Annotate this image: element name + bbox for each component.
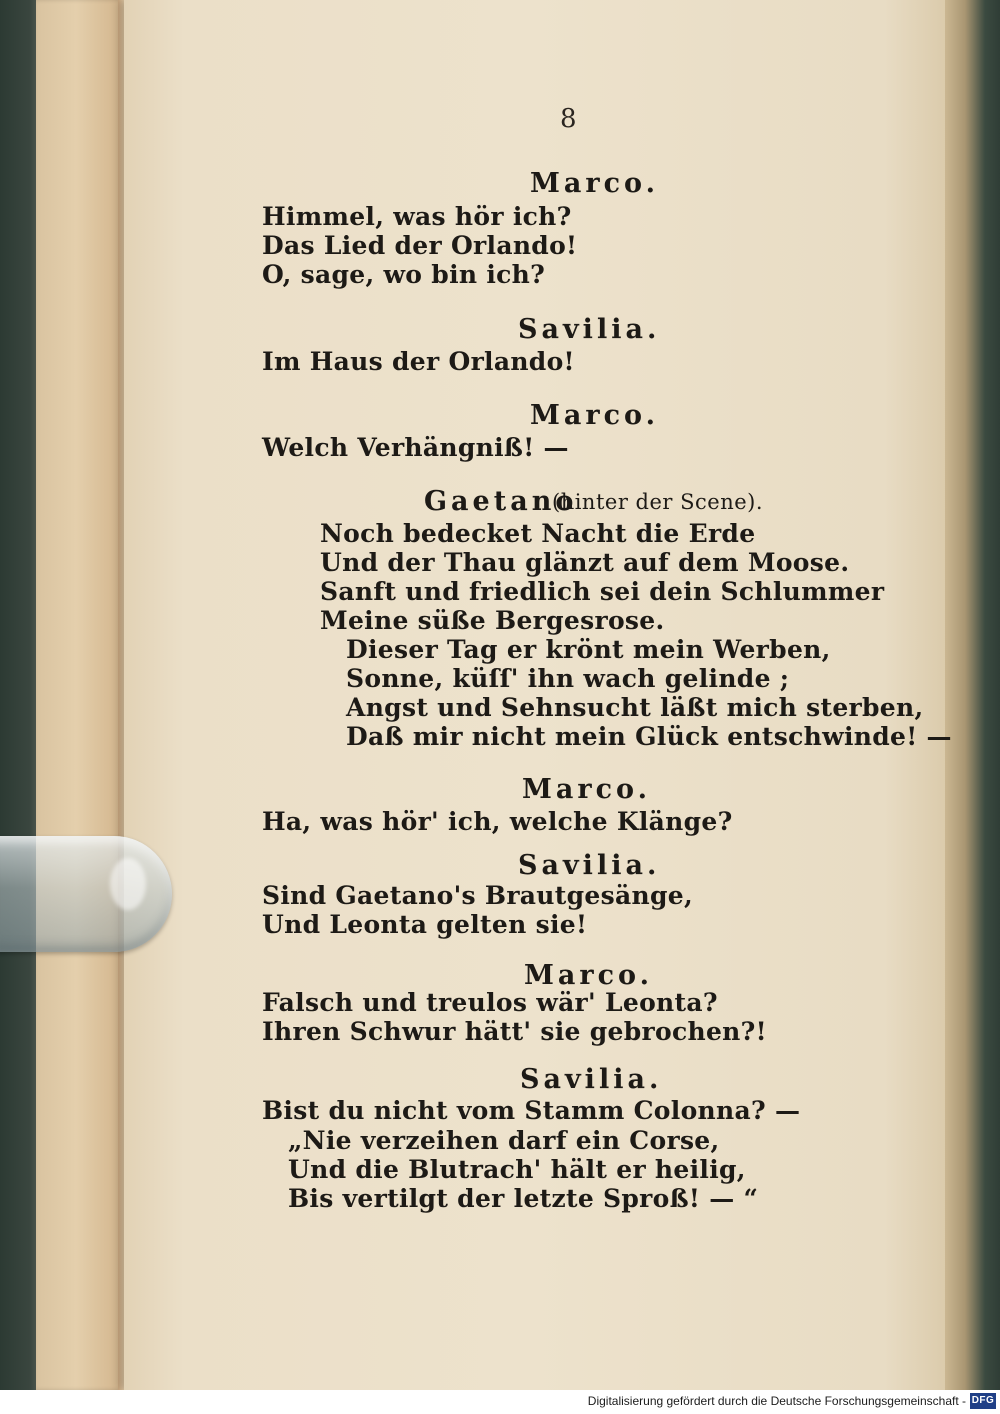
verse-line: O, sage, wo bin ich?	[262, 260, 546, 289]
verse-line: Sonne, küſſ' ihn wach gelinde ;	[346, 664, 790, 693]
stage-direction: (hinter der Scene).	[552, 490, 764, 514]
footer-credit: Digitalisierung gefördert durch die Deutsche Forschungsgemeinschaft -	[587, 1394, 966, 1408]
page-right-edge	[945, 0, 1000, 1390]
verse-line: Bist du nicht vom Stamm Colonna? —	[262, 1096, 801, 1125]
verse-line: Im Haus der Orlando!	[262, 347, 575, 376]
footer-bar	[0, 1390, 1000, 1414]
page-number: 8	[560, 104, 577, 134]
speaker-heading: Gaetano	[424, 486, 578, 517]
speaker-heading: Marco.	[522, 774, 651, 805]
verse-line: Welch Verhängniß! —	[262, 433, 569, 462]
verse-line: Angst und Sehnsucht läßt mich sterben,	[346, 693, 924, 722]
verse-line: Ha, was hör' ich, welche Klänge?	[262, 807, 733, 836]
verse-line: Falsch und treulos wär' Leonta?	[262, 988, 718, 1017]
verse-line: Ihren Schwur hätt' sie gebrochen?!	[262, 1017, 767, 1046]
verse-line: Meine süße Bergesrose.	[320, 606, 665, 635]
verse-line: Himmel, was hör ich?	[262, 202, 572, 231]
verse-line: Und der Thau glänzt auf dem Moose.	[320, 548, 850, 577]
speaker-heading: Marco.	[524, 960, 653, 991]
book-clip	[0, 836, 172, 952]
speaker-heading: Marco.	[530, 400, 659, 431]
verse-line: Noch bedecket Nacht die Erde	[320, 519, 756, 548]
speaker-heading: Marco.	[530, 168, 659, 199]
dfg-logo-icon: DFG	[970, 1393, 996, 1409]
speaker-heading: Savilia.	[520, 1064, 663, 1095]
speaker-heading: Savilia.	[518, 850, 661, 881]
verse-line: Sind Gaetano's Brautgesänge,	[262, 881, 693, 910]
verse-line: „Nie verzeihen darf ein Corse,	[288, 1126, 720, 1155]
verse-line: Und die Blutrach' hält er heilig,	[288, 1155, 746, 1184]
verse-line: Daß mir nicht mein Glück entschwinde! —	[346, 722, 952, 751]
verse-line: Und Leonta gelten sie!	[262, 910, 588, 939]
verse-line: Bis vertilgt der letzte Sproß! — “	[288, 1184, 759, 1213]
verse-line: Sanft und friedlich sei dein Schlummer	[320, 577, 885, 606]
verse-line: Dieser Tag er krönt mein Werben,	[346, 635, 831, 664]
verse-line: Das Lied der Orlando!	[262, 231, 578, 260]
speaker-heading: Savilia.	[518, 314, 661, 345]
clip-highlight	[110, 858, 146, 910]
